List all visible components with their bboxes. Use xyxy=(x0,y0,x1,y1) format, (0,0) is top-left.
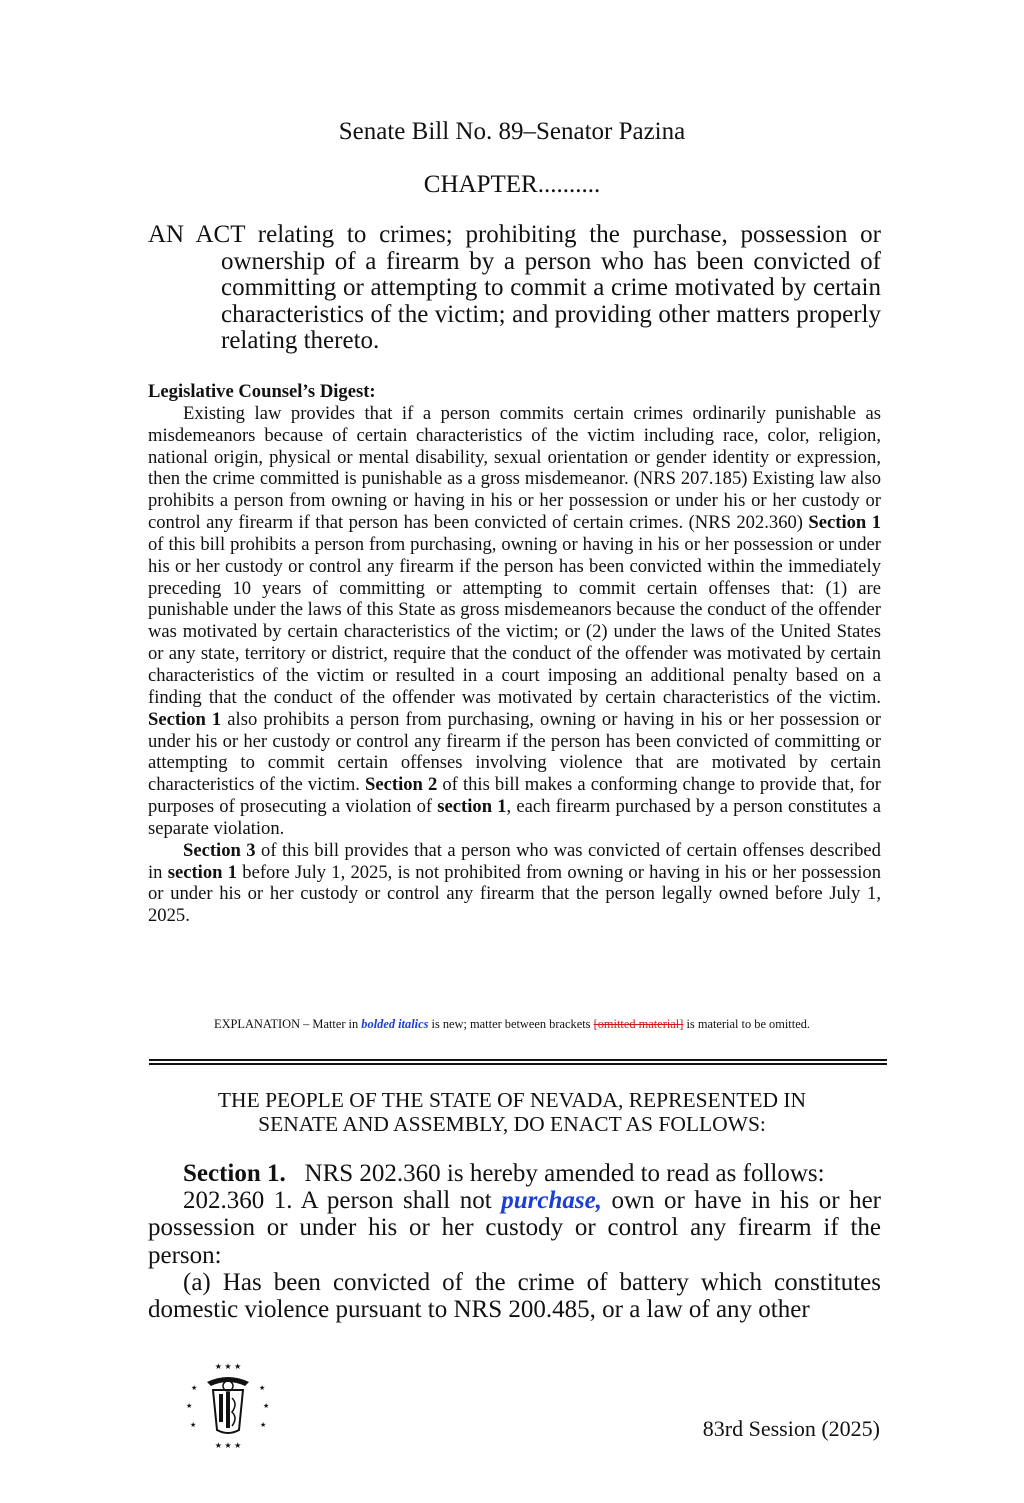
svg-text:★: ★ xyxy=(259,1384,266,1392)
svg-text:★ ★ ★: ★ ★ ★ xyxy=(214,1441,242,1450)
session-label: 83rd Session (2025) xyxy=(702,1416,880,1441)
nevada-state-seal-icon xyxy=(183,1360,273,1450)
enacting-clause-line-1: THE PEOPLE OF THE STATE OF NEVADA, REPRESENTED IN xyxy=(217,1088,807,1112)
digest-paragraph-2 xyxy=(148,840,881,927)
explanation-new-sample: bolded italics xyxy=(361,1017,429,1031)
explanation-note xyxy=(0,1017,1024,1032)
bold-section-reference: section 1 xyxy=(437,796,507,818)
explanation-middle: is new; matter between brackets xyxy=(428,1017,594,1031)
new-material-purchase: purchase, xyxy=(501,1187,602,1215)
bold-section-reference: Section 1 xyxy=(808,512,881,534)
explanation-omitted-sample: [omitted material] xyxy=(593,1017,684,1031)
digest-text: also prohibits a person from purchasing, owning or having in his or her possession or under his or her custody or control any firearm if the person has been convicted of committing or attempting to commit certain offenses involving violence that are motivated by certain characteristics of the victim. xyxy=(148,708,881,796)
explanation-suffix: is material to be omitted. xyxy=(683,1017,810,1031)
subsection-1-suffix: own or have in his or her possession or under his or her custody or control any firearm if the person: xyxy=(148,1187,881,1269)
section-1-label: Section 1. xyxy=(183,1160,286,1187)
nrs-202-360-subsection-1 xyxy=(148,1187,881,1269)
digest-heading: Legislative Counsel’s Digest: xyxy=(148,381,376,402)
digest-paragraph-1 xyxy=(148,403,881,840)
bill-body xyxy=(148,1160,881,1323)
digest-text: Existing law provides that if a person commits certain crimes ordinarily punishable as misdemeanors because of certain characteristics of the victim including race, color, religion, national origin, physical or mental disability, sexual orientation or gender identity or expression, then the crime committed is punishable as a gross misdemeanor. (NRS 207.185) Existing law also prohibits a person from owning or having in his or her possession or under his or her custody or control any firearm if that person has been convicted of certain crimes. (NRS 202.360) xyxy=(148,402,881,534)
svg-text:★: ★ xyxy=(263,1402,270,1410)
legislative-counsel-digest xyxy=(148,381,881,927)
svg-text:★: ★ xyxy=(190,1421,197,1429)
section-1-heading xyxy=(148,1160,881,1187)
explanation-prefix: EXPLANATION – Matter in xyxy=(214,1017,362,1031)
chapter-heading: CHAPTER.......... xyxy=(423,171,601,198)
paragraph-a: (a) Has been convicted of the crime of battery which constitutes domestic violence pursuant to NRS 200.485, or a law of any other xyxy=(148,1268,881,1324)
digest-text: of this bill provides that a person who was convicted of certain offenses described in xyxy=(148,839,881,883)
svg-text:★: ★ xyxy=(186,1402,193,1410)
bold-section-reference: Section 3 xyxy=(183,839,256,861)
subsection-1-prefix: 202.360 1. A person shall not xyxy=(183,1187,502,1215)
svg-text:★: ★ xyxy=(191,1384,198,1392)
bill-title: Senate Bill No. 89–Senator Pazina xyxy=(338,118,686,145)
double-rule-divider xyxy=(149,1059,887,1065)
enacting-clause-line-2: SENATE AND ASSEMBLY, DO ENACT AS FOLLOWS: xyxy=(258,1112,766,1136)
bold-section-reference: Section 1 xyxy=(148,708,222,730)
svg-text:★ ★ ★: ★ ★ ★ xyxy=(214,1362,242,1371)
svg-text:★: ★ xyxy=(260,1421,267,1429)
digest-text: , each firearm purchased by a person constitutes a separate violation. xyxy=(148,796,881,839)
bold-section-reference: section 1 xyxy=(167,861,238,883)
digest-text: before July 1, 2025, is not prohibited from owning or having in his or her possession or under his or her custody or control any firearm that the person legally owned before July 1, 2025. xyxy=(148,861,881,927)
section-1-text: NRS 202.360 is hereby amended to read as follows: xyxy=(304,1160,825,1187)
digest-text: of this bill makes a conforming change to provide that, for purposes of prosecuting a violation of xyxy=(148,774,881,818)
digest-text: of this bill prohibits a person from purchasing, owning or having in his or her possession or under his or her custody or control any firearm if the person has been convicted within the immediately preceding 10 years of committing or attempting to commit certain offenses that: (1) are punishable under the laws of this State as gross misdemeanors because the conduct of the offender was motivated by certain characteristics of the victim; or (2) under the laws of the United States or any state, territory or district, require that the conduct of the offender was motivated by certain characteristics of the victim or resulted in a court imposing an additional penalty based on a finding that the conduct of the offender was motivated by certain characteristics of the victim. xyxy=(148,533,881,708)
bold-section-reference: Section 2 xyxy=(365,774,438,796)
enacting-clause xyxy=(0,1088,1024,1136)
act-title: AN ACT relating to crimes; prohibiting the purchase, possession or ownership of a firearm by a person who has been convicted of committing or attempting to commit a crime motivated by certain characteristics of the victim; and providing other matters properly relating thereto. xyxy=(148,221,881,355)
